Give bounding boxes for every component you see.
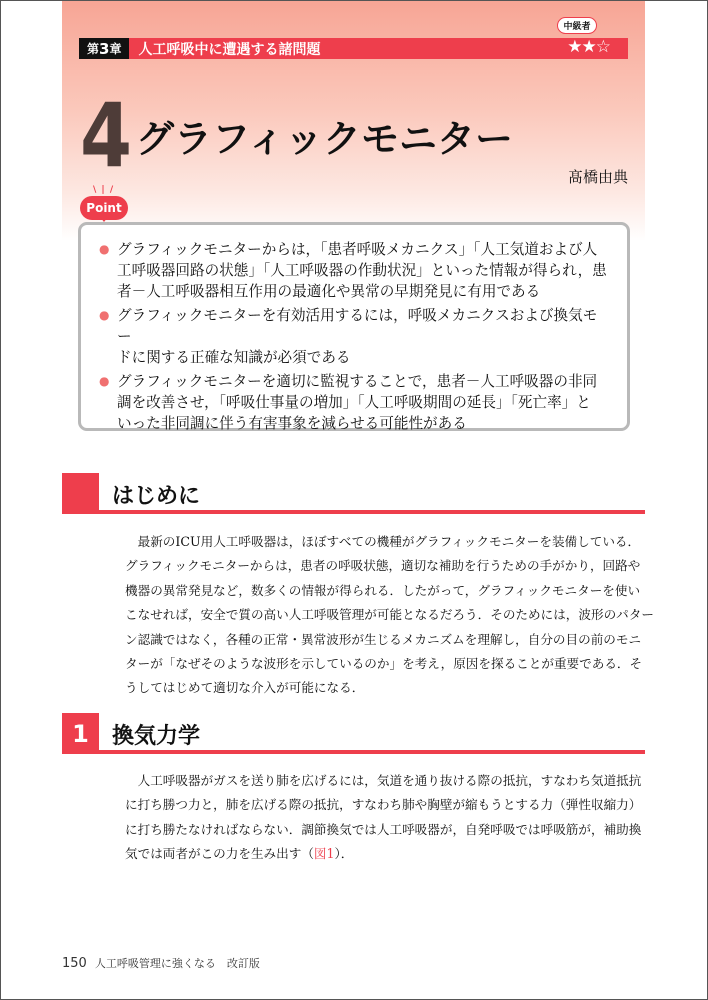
- chapter-number: 第 3 章: [79, 38, 129, 59]
- chapter-bar: [79, 38, 628, 59]
- burst-icon: \ | /: [93, 185, 115, 195]
- page-number: 150: [62, 956, 87, 971]
- point-line: グラフィックモニターを有効活用するには，呼吸メカニクスおよび換気モー: [117, 307, 598, 345]
- section1-paragraph: [125, 769, 645, 867]
- text-line: グラフィックモニターからは，患者の呼吸状態，適切な補助を行うための手がかり，回路や: [125, 558, 641, 574]
- heading-text: はじめに: [112, 484, 201, 509]
- figure-reference-link[interactable]: 図1: [313, 846, 335, 862]
- point-line: 調を改善させ，「呼吸仕事量の増加」「人工呼吸期間の延長」「死亡率」と: [117, 394, 591, 411]
- level-badge: 中級者: [557, 17, 597, 34]
- point-badge: Point: [80, 196, 128, 220]
- heading-intro: [62, 473, 645, 514]
- heading-text: 換気力学: [112, 724, 201, 749]
- point-line: 者－人工呼吸器相互作用の最適化や異常の早期発見に有用である: [117, 283, 541, 300]
- author: 髙橋由典: [568, 168, 629, 186]
- text-line: [125, 842, 645, 866]
- section-number: 4: [80, 84, 133, 187]
- heading-marker: [62, 473, 99, 514]
- text-line: に打ち勝つ力と，肺を広げる際の抵抗，すなわち肺や胸壁が縮もうとする力（弾性収縮力）: [125, 797, 642, 813]
- difficulty-stars-icon: ★★☆: [567, 37, 610, 57]
- bullet-icon: ●: [99, 308, 110, 322]
- text-line: うしてはじめて適切な介入が可能になる．: [125, 680, 365, 696]
- bullet-icon: ●: [99, 374, 110, 388]
- point-line: 工呼吸器回路の状態」「人工呼吸器の作動状況」といった情報が得られ，患: [117, 262, 607, 279]
- intro-paragraph: [125, 530, 654, 701]
- text: 気では両者がこの力を生み出す（: [125, 846, 314, 862]
- text-line: ン認識ではなく，各種の正常・異常波形が生じるメカニズムを理解し，自分の目の前のモニ: [125, 631, 642, 647]
- text-line: 人工呼吸器がガスを送り肺を広げるには，気道を通り抜ける際の抵抗，すなわち気道抵抗: [125, 773, 642, 788]
- point-item: [99, 239, 611, 302]
- point-item: [99, 305, 611, 368]
- point-box: [78, 222, 630, 431]
- point-line: グラフィックモニターからは，「患者呼吸メカニクス」「人工気道および人: [117, 241, 598, 258]
- bullet-icon: ●: [99, 242, 110, 256]
- text-line: ターが「なぜそのような波形を示しているのか」を考え，原因を探ることが重要である．そ: [125, 656, 643, 672]
- point-item: [99, 371, 611, 434]
- text-line: こなせれば，安全で質の高い人工呼吸管理が可能となるだろう．そのためには，波形のパター: [125, 607, 654, 623]
- text-line: 機器の異常発見など，数多くの情報が得られる．したがって，グラフィックモニターを使い: [125, 582, 641, 598]
- footer: [62, 955, 260, 971]
- point-line: いった非同調に伴う有害事象を減らせる可能性がある: [117, 415, 467, 432]
- page-title: グラフィックモニター: [136, 117, 513, 161]
- heading-section1: [62, 713, 645, 754]
- text-line: に打ち勝たなければならない．調節換気では人工呼吸器が，自発呼吸では呼吸筋が，補助換: [125, 821, 642, 837]
- text-line: 最新のICU用人工呼吸器は，ほぼすべての機種がグラフィックモニターを装備している．: [125, 534, 641, 549]
- text: ）．: [334, 846, 354, 862]
- book-title: 人工呼吸管理に強くなる 改訂版: [94, 957, 260, 970]
- chapter-title: 人工呼吸中に遭遇する諸問題: [138, 41, 321, 58]
- point-line: グラフィックモニターを適切に監視することで，患者－人工呼吸器の非同: [117, 373, 598, 390]
- heading-number: 1: [62, 713, 99, 754]
- point-line: ドに関する正確な知識が必須である: [117, 349, 351, 366]
